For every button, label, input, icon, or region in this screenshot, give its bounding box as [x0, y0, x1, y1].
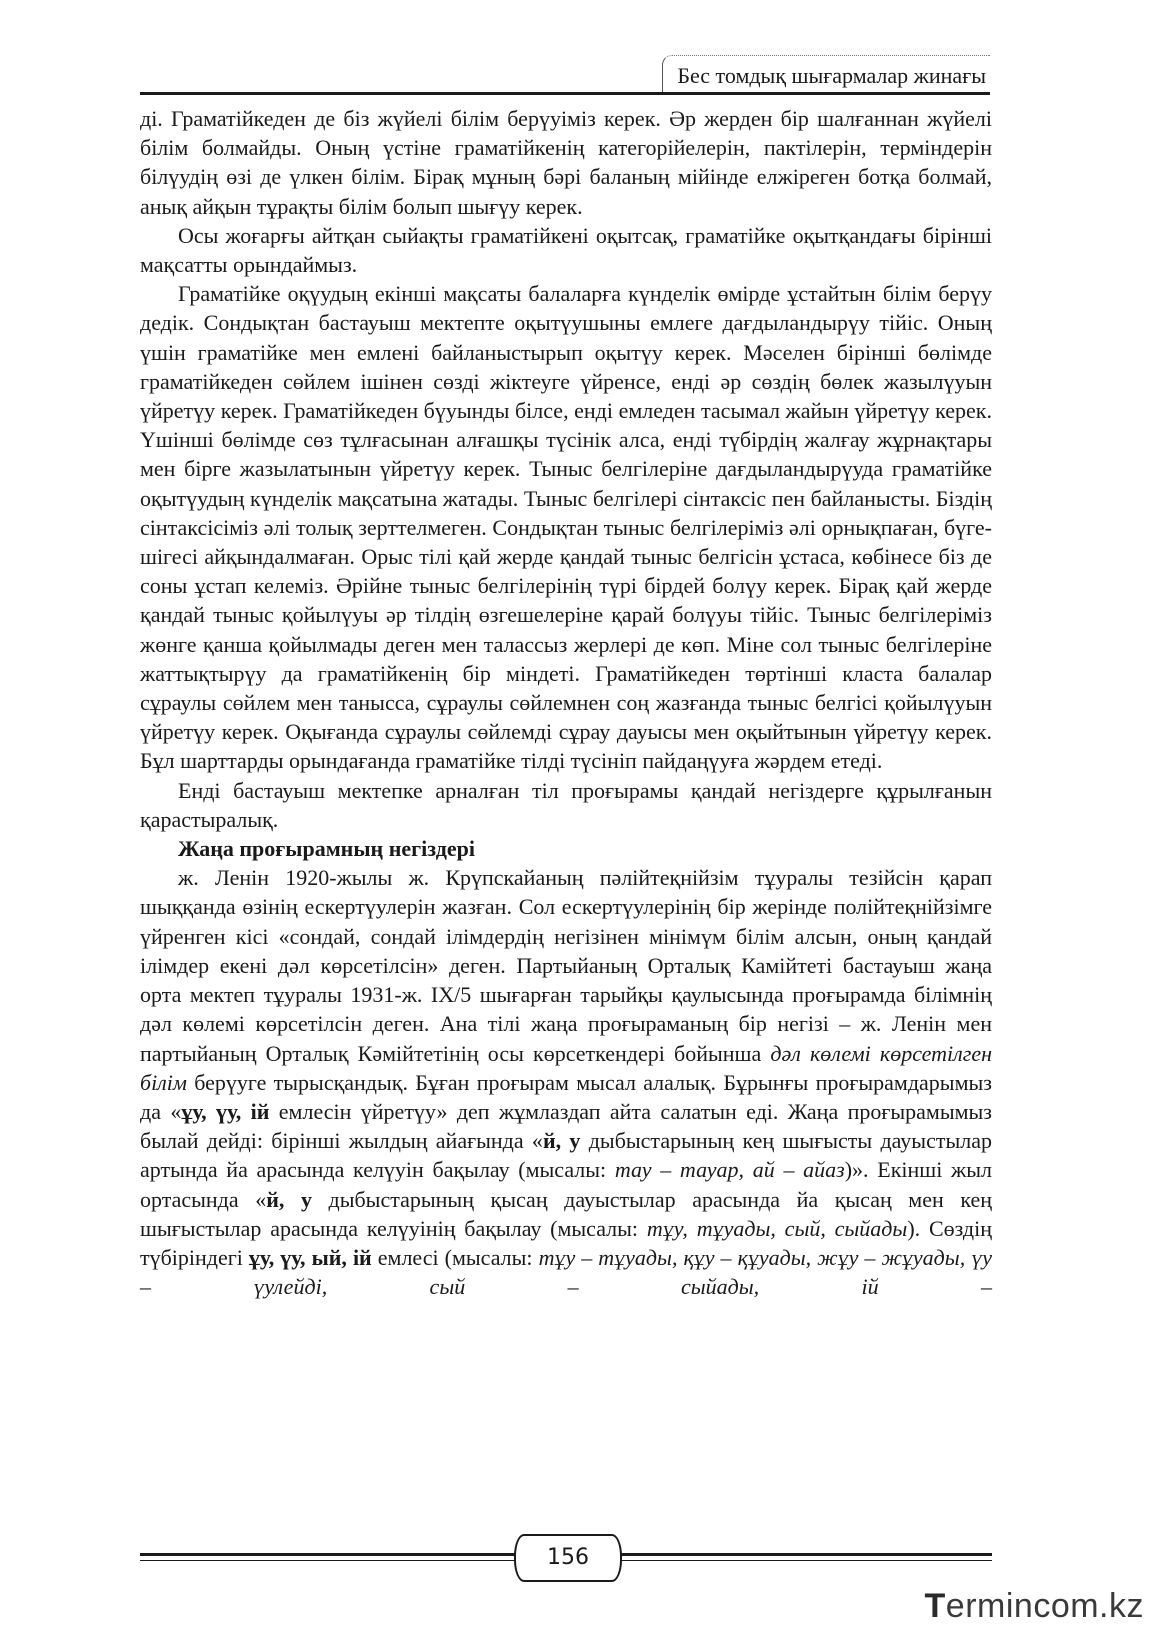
header-rule [140, 92, 990, 95]
bold-run: й, у [266, 1186, 312, 1212]
italic-run: дәл көлемі көрсетілген білім [140, 1040, 992, 1095]
watermark-logo [925, 1584, 1144, 1628]
text-run: емлесі (мысалы: [371, 1244, 539, 1270]
page-footer [140, 1534, 992, 1574]
bold-run: ұу, үу, ій [181, 1098, 270, 1124]
text-run: ж. Ленін 1920-жылы ж. Крүпскайаның пәлійтеқнійзім тұуралы тезійсін қарап шыққанда өзінің ескертүулерін жазған. Сол ескертүулерінің бір жерінде полійтеқнійзімге үйренген кісі «сондай, сондай ілімдердің негізінен мінімүм білім алсын, оның қандай ілімдер екені дәл көрсетілсін» деген. Партыйаның Орталық Камійтеті бастауыш жаңа орта мектеп тұуралы 1931-ж. IX/5 шығарған тарыйқы қаулысында проғырамда білімнің дәл көлемі көрсетілсін деген. Ана тілі жаңа проғыраманың бір негізі – ж. Ленін мен партыйаның Орталық Кәмійтетінің осы көрсеткендері бойынша [140, 865, 992, 1066]
text-run: ). Сөздің түбіріндегі [140, 1215, 993, 1270]
italic-run: тұу – тұуады, құу – құуады, жұу – жұуады, үу – үулейді, сый – сыйады, ій – [140, 1244, 992, 1300]
section-heading: Жаңа проғырамның негіздері [178, 836, 475, 862]
text-run: )». Екінші жыл ортасында « [140, 1157, 992, 1212]
italic-run: тұу, тұуады, сый, сыйады [646, 1215, 908, 1241]
header-title: Бес томдық шығармалар жинағы [662, 55, 990, 92]
bold-run: ұу, үу, ый, ій [248, 1244, 372, 1270]
paragraph-3: Граматійке оқүудың екінші мақсаты балаларға күнделік өмірде ұстайтын білім берүу дедік. Сондықтан бастауыш мектепте оқытүушыны емлеге дағдыландырүу тійіс. Оның үшін граматійке мен емлені байланыстырып оқытүу керек. Мәселен бірінші бөлімде граматійкеден сөйлем ішінен сөзді жіктеуге үйренсе, енді әр сөздің бөлек жазылүуын үйретүу керек. Граматійкеден бүуынды білсе, енді емледен тасымал жайын үйретүу керек. Үшінші бөлімде сөз тұлғасынан алғашқы түсінік алса, енді түбірдің жалғау жұрнақтары мен бірге жазылатынын үйретүу керек. Тыныс белгілеріне дағдыландырүуда граматійке оқытүудың күнделік мақсатына жатады. Тыныс белгілері сінтаксіс пен байланысты. Біздің сінтаксісіміз әлі толық зерттелмеген. Сондықтан тыныс белгілеріміз әлі орнықпаған, бүге-шігесі айқындалмаған. Орыс тілі қай жерде қандай тыныс белгісін ұстаса, көбінесе біз де соны ұстап келеміз. Әрійне тыныс белгілерінің түрі бірдей болүу керек. Бірақ қай жерде қандай тыныс қойылүуы әр тілдің өзгешелеріне қарай болүуы тійіс. Тыныс белгілеріміз жөнге қанша қойылмады деген мен талассыз жерлері де көп. Міне сол тыныс белгілеріне жаттықтырүу да граматійкенің бір міндеті. Граматійкеден төртінші класта балалар сұраулы сөйлем мен танысса, сұраулы сөйлемнен соң жазғанда тыныс белгісі қойылүуын үйретүу керек. Оқығанда сұраулы сөйлемді сұрау дауысы мен оқыйтынын үйретүу керек. Бұл шарттарды орындағанда граматійке тілді түсініп пайдаңүуға жәрдем етеді. [140, 281, 992, 774]
bold-run: й, у [542, 1128, 581, 1154]
watermark-text: ermincom.kz [945, 1587, 1144, 1625]
running-header [140, 55, 990, 95]
paragraph-5 [140, 863, 992, 1301]
body-text [140, 104, 992, 1301]
page-number: 156 [514, 1534, 622, 1582]
text-run: емлесін үйретүу» деп жұмлаздап айта салатын еді. Жаңа проғырамымыз былай дейді: бірінші жылдың айағында « [140, 1098, 993, 1154]
paragraph-2: Осы жоғарғы айтқан сыйақты граматійкені оқытсақ, граматійке оқытқандағы бірінші мақсатты орындаймыз. [140, 222, 992, 278]
text-run: дыбыстарының кең шығысты дауыстылар артында йа арасында келүуін бақылау (мысалы: [140, 1128, 992, 1183]
paragraph-1: ді. Граматійкеден де біз жүйелі білім берүуіміз керек. Әр жерден бір шалғаннан жүйелі білім болмайды. Оның үстіне граматійкенің категорійелерін, пактілерін, терміндерін білүудің өзі де үлкен білім. Бірақ мұның бәрі баланың мійінде елжіреген ботқа болмай, анық айқын тұрақты білім болып шығүу керек. [140, 106, 992, 219]
text-run: дыбыстарының қысаң дауыстылар арасында йа қысаң мен кең шығыстылар арасында келүуінің бақылау (мысалы: [140, 1186, 993, 1241]
italic-run: тау – тауар, ай – айаз [614, 1157, 845, 1183]
watermark-initial: T [924, 1587, 946, 1625]
paragraph-4: Енді бастауыш мектепке арналған тіл проғырамы қандай негіздерге құрылғанын қарастыралық. [140, 777, 992, 832]
text-run: берүуге тырысқандық. Бұған проғырам мысал алалық. Бұрынғы проғырамдарымыз да « [140, 1069, 992, 1124]
